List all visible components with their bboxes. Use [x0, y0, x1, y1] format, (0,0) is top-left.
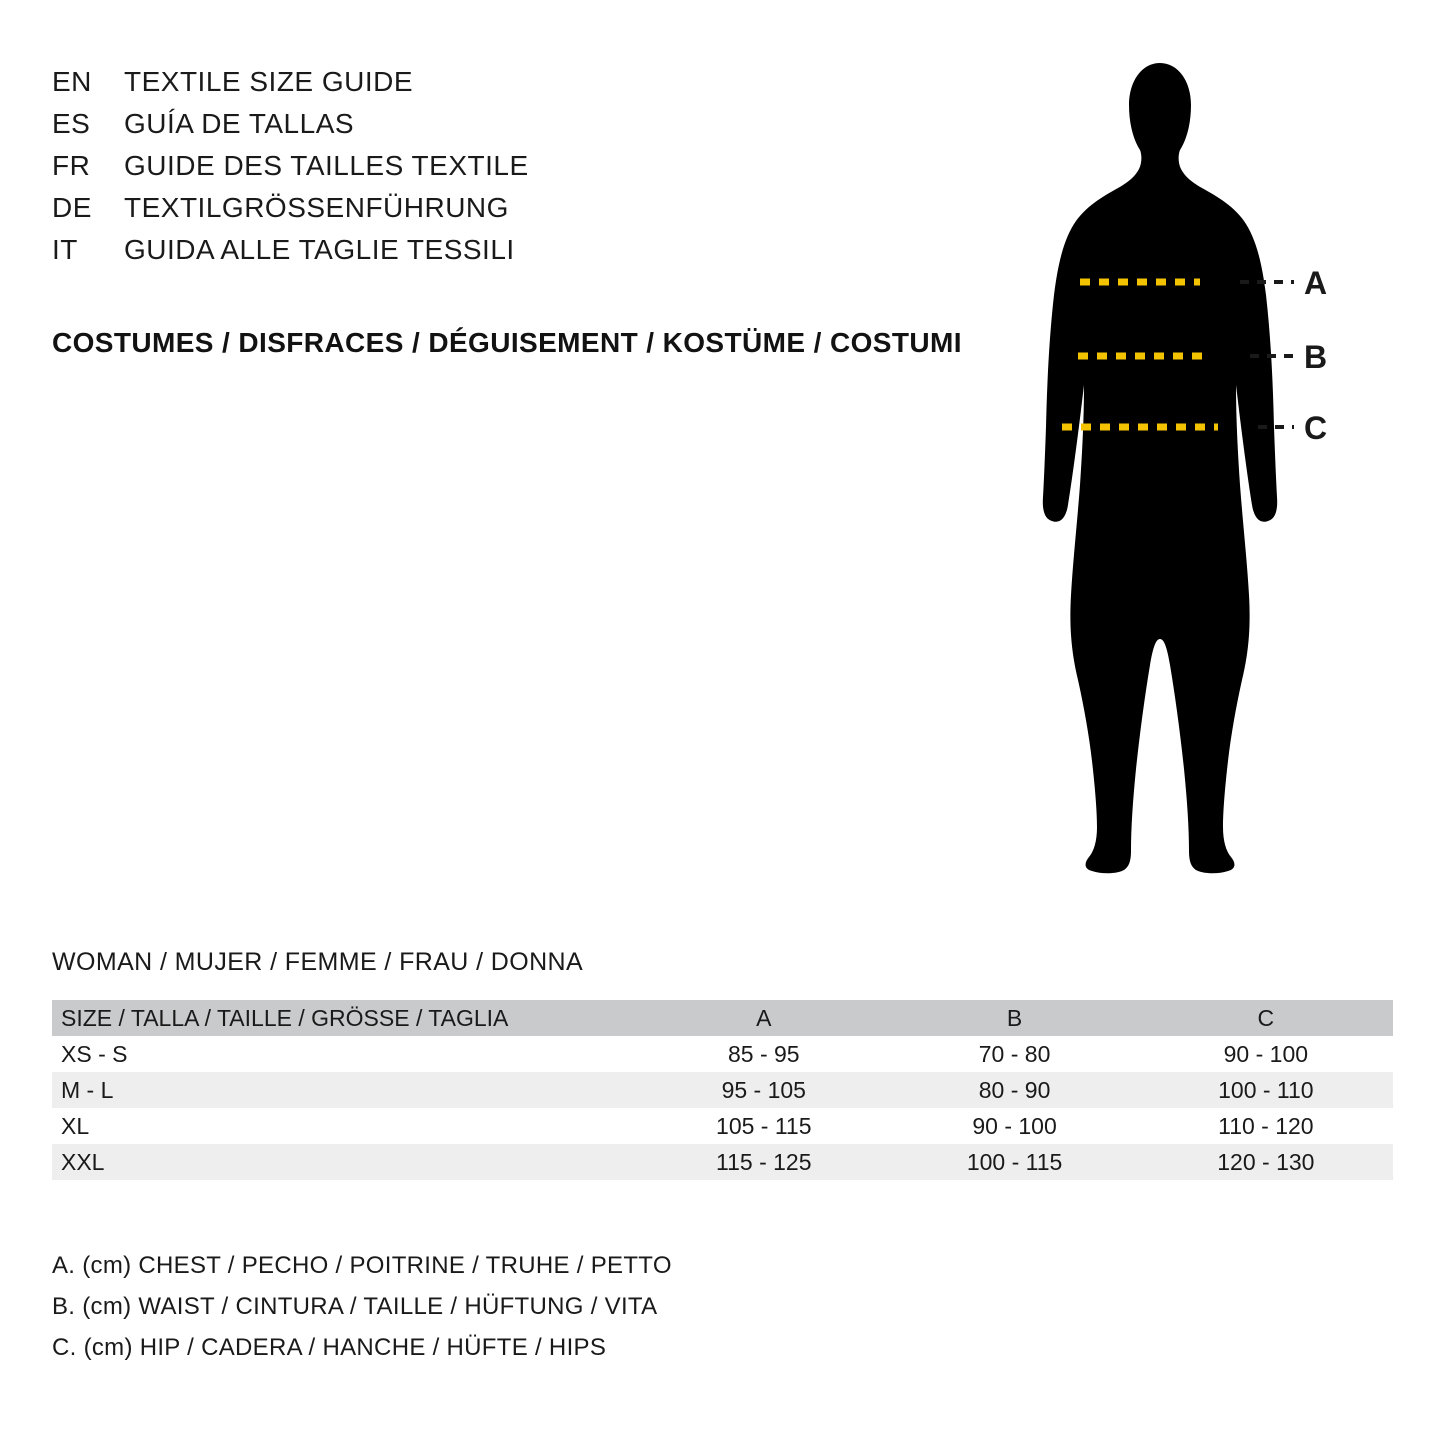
cell-a: 115 - 125 — [716, 1148, 812, 1175]
costumes-heading: COSTUMES / DISFRACES / DÉGUISEMENT / KOSTÜME / COSTUMI — [52, 327, 962, 358]
woman-silhouette-icon — [1043, 63, 1277, 873]
cell-size: XS - S — [61, 1040, 128, 1067]
size-table — [52, 1000, 1393, 1180]
marker-label-c: C — [1304, 410, 1328, 446]
section-label-woman: WOMAN / MUJER / FEMME / FRAU / DONNA — [52, 948, 584, 976]
marker-label-b: B — [1304, 339, 1328, 375]
table-header-c: C — [1257, 1004, 1275, 1031]
footnote-c: C. (cm) HIP / CADERA / HANCHE / HÜFTE / HIPS — [52, 1334, 607, 1361]
footnote-list — [52, 1245, 672, 1368]
language-row-fr — [52, 150, 529, 192]
language-text-de: TEXTILGRÖSSENFÜHRUNG — [124, 192, 509, 223]
marker-label-a: A — [1304, 265, 1328, 301]
language-code-fr: FR — [52, 150, 91, 181]
cell-c: 110 - 120 — [1218, 1112, 1314, 1139]
cell-c: 120 - 130 — [1217, 1148, 1315, 1175]
table-row — [52, 1108, 1393, 1144]
language-code-es: ES — [52, 108, 91, 139]
language-code-it: IT — [52, 234, 78, 265]
language-row-de — [52, 192, 529, 234]
cell-c: 90 - 100 — [1223, 1040, 1309, 1067]
footnote-b: B. (cm) WAIST / CINTURA / TAILLE / HÜFTUNG / VITA — [52, 1293, 658, 1320]
language-code-de: DE — [52, 192, 92, 223]
cell-b: 80 - 90 — [978, 1076, 1051, 1103]
language-row-es — [52, 108, 529, 150]
cell-b: 90 - 100 — [972, 1112, 1057, 1139]
cell-size: XL — [61, 1112, 90, 1139]
cell-c: 100 - 110 — [1218, 1076, 1314, 1103]
cell-a: 95 - 105 — [721, 1076, 806, 1103]
cell-a: 85 - 95 — [727, 1040, 800, 1067]
table-header-a: A — [756, 1004, 772, 1031]
language-text-en: TEXTILE SIZE GUIDE — [124, 66, 414, 97]
table-row — [52, 1144, 1393, 1180]
table-header-row — [52, 1000, 1393, 1036]
footnote-a: A. (cm) CHEST / PECHO / POITRINE / TRUHE / PETTO — [52, 1252, 672, 1279]
language-row-en — [52, 66, 529, 108]
language-list — [52, 66, 529, 276]
cell-size: M - L — [61, 1076, 114, 1103]
language-text-it: GUIDA ALLE TAGLIE TESSILI — [124, 234, 515, 265]
body-measurement-diagram — [1000, 55, 1400, 885]
language-text-fr: GUIDE DES TAILLES TEXTILE — [124, 150, 529, 181]
table-header-b: B — [1006, 1004, 1023, 1031]
cell-a: 105 - 115 — [716, 1112, 812, 1139]
language-row-it — [52, 234, 529, 276]
cell-b: 70 - 80 — [978, 1040, 1051, 1067]
language-text-es: GUÍA DE TALLAS — [124, 108, 355, 139]
cell-size: XXL — [61, 1148, 105, 1175]
language-code-en: EN — [52, 66, 92, 97]
table-row — [52, 1072, 1393, 1108]
table-row — [52, 1036, 1393, 1072]
cell-b: 100 - 115 — [966, 1148, 1063, 1175]
table-header-size: SIZE / TALLA / TAILLE / GRÖSSE / TAGLIA — [61, 1004, 509, 1031]
